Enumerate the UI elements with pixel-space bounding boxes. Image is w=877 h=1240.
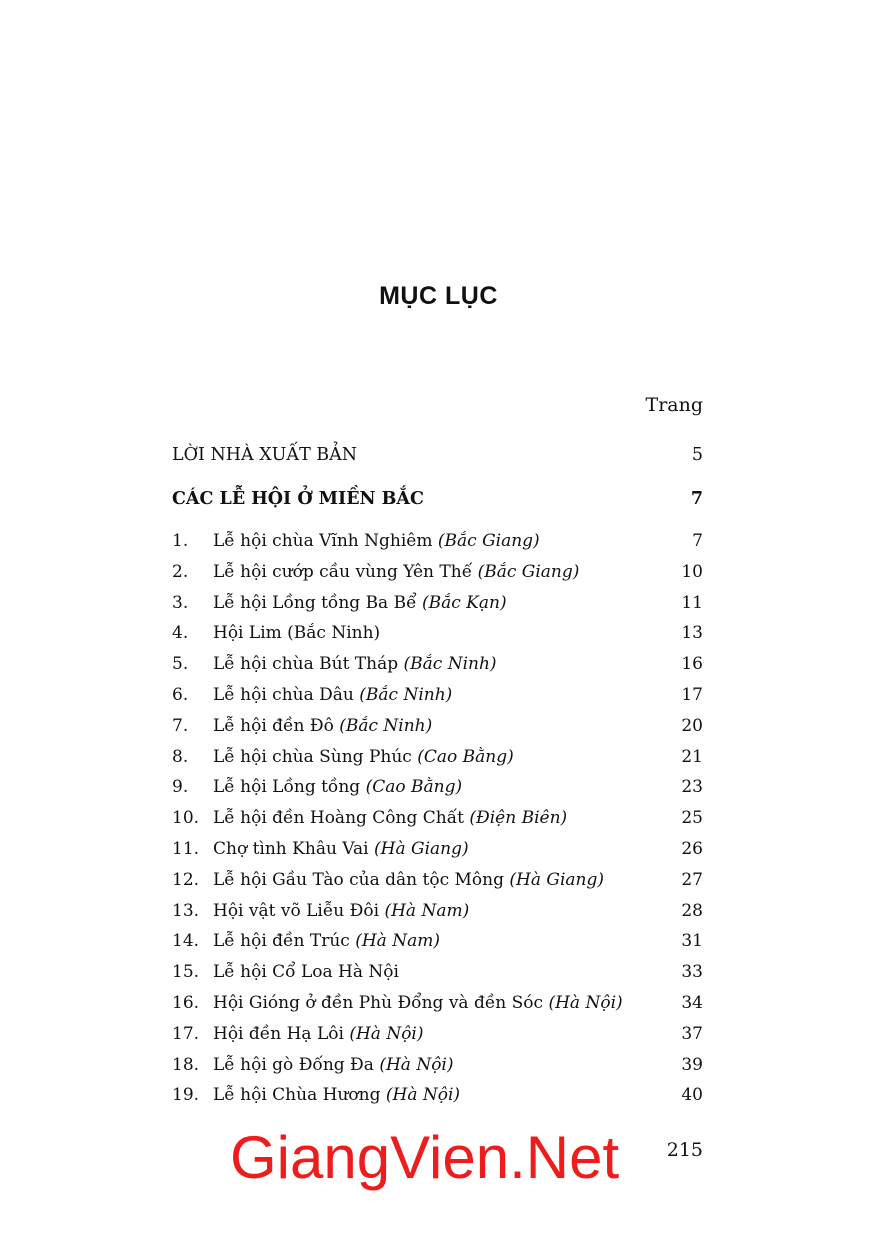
toc-entry-title: [213, 957, 399, 988]
toc-entry-name: Lễ hội Chùa Hương: [213, 1085, 386, 1106]
toc-entry[interactable]: [172, 803, 703, 834]
toc-entry-page: 40: [681, 1085, 703, 1106]
toc-entry-name: Hội Lim (Bắc Ninh): [213, 623, 381, 644]
toc-section-page: 7: [690, 489, 703, 509]
toc-entry-name: Chợ tình Khâu Vai: [213, 838, 374, 859]
toc-entry[interactable]: [172, 926, 703, 957]
toc-entry-title: [213, 896, 469, 927]
page-column-label: Trang: [645, 394, 703, 416]
toc-entry-title: [213, 526, 540, 557]
toc-entry-number: 14.: [172, 931, 200, 952]
toc-entry-number: 19.: [172, 1085, 200, 1106]
toc-entry-name: Hội đền Hạ Lôi: [213, 1023, 350, 1044]
toc-entry-place: (Bắc Giang): [437, 531, 540, 551]
toc-entry-number: 11.: [172, 838, 200, 859]
toc-entry-page: 20: [681, 715, 703, 736]
toc-entry-place: (Hà Nam): [384, 900, 470, 921]
toc-entry-list: [172, 526, 703, 1111]
toc-entry-page: 16: [681, 654, 703, 675]
toc-entry[interactable]: [172, 1080, 703, 1111]
toc-entry[interactable]: [172, 526, 703, 557]
toc-entry-name: Lễ hội Gầu Tào của dân tộc Mông: [213, 869, 510, 890]
toc-entry-name: Lễ hội chùa Sùng Phúc: [213, 746, 418, 767]
toc-entry-number: 7.: [172, 715, 189, 736]
toc-entry-title: [213, 865, 604, 896]
toc-entry-place: (Hà Nội): [385, 1085, 461, 1106]
toc-entry-number: 6.: [172, 684, 189, 705]
toc-entry-number: 16.: [172, 992, 200, 1013]
toc-entry-place: (Bắc Ninh): [359, 684, 453, 705]
toc-entry-page: 25: [681, 808, 703, 829]
toc-entry[interactable]: [172, 957, 703, 988]
toc-entry-name: Lễ hội Cổ Loa Hà Nội: [213, 962, 399, 983]
toc-entry-number: 9.: [172, 777, 189, 798]
toc-entry[interactable]: [172, 1050, 703, 1081]
toc-entry-page: 34: [681, 992, 703, 1013]
toc-entry-page: 39: [681, 1054, 703, 1075]
toc-entry-name: Lễ hội chùa Vĩnh Nghiêm: [213, 531, 438, 551]
toc-entry-place: (Cao Bằng): [417, 746, 514, 767]
toc-entry[interactable]: [172, 557, 703, 588]
toc-entry[interactable]: [172, 649, 703, 680]
toc-entry-place: (Hà Nội): [349, 1023, 424, 1044]
toc-entry-number: 1.: [172, 531, 189, 551]
toc-entry-title: [213, 926, 440, 957]
toc-section-title: CÁC LỄ HỘI Ở MIỀN BẮC: [172, 489, 424, 509]
toc-entry-number: 4.: [172, 623, 189, 644]
toc-entry-number: 13.: [172, 900, 200, 921]
toc-entry-title: [213, 834, 469, 865]
toc-entry[interactable]: [172, 772, 703, 803]
toc-entry-number: 5.: [172, 654, 189, 675]
toc-section-heading[interactable]: [172, 484, 703, 526]
toc-entry-page: 27: [681, 869, 703, 890]
watermark: GiangVien.Net: [230, 1124, 620, 1191]
toc-entry-page: 26: [681, 838, 703, 859]
toc-entry-number: 10.: [172, 808, 200, 829]
toc-entry-page: 28: [681, 900, 703, 921]
toc-entry[interactable]: [172, 588, 703, 619]
toc-entry-name: Lễ hội đền Đô: [213, 715, 340, 736]
toc-entry-number: 18.: [172, 1054, 200, 1075]
toc-entry-name: Lễ hội đền Hoàng Công Chất: [213, 808, 470, 829]
toc-entry-place: (Hà Nội): [379, 1054, 454, 1075]
toc-entry[interactable]: [172, 865, 703, 896]
page-title: MỤC LỤC: [379, 282, 498, 310]
toc-entry-place: (Hà Giang): [509, 869, 605, 890]
toc-entry-name: Lễ hội chùa Dâu: [213, 684, 360, 705]
toc-entry-place: (Điện Biên): [469, 808, 568, 829]
toc-entry-name: Lễ hội đền Trúc: [213, 931, 356, 952]
toc-entry-title: [213, 1019, 424, 1050]
toc-entry-number: 3.: [172, 592, 189, 613]
toc-entry[interactable]: [172, 618, 703, 649]
toc-entry-name: Lễ hội cướp cầu vùng Yên Thế: [213, 561, 478, 582]
toc-entry-title: LỜI NHÀ XUẤT BẢN: [172, 445, 358, 465]
toc-entry-place: (Bắc Kạn): [421, 592, 507, 613]
toc-entry-page: 31: [681, 931, 703, 952]
toc-entry-page: 33: [681, 962, 703, 983]
toc-entry-page: 21: [681, 746, 703, 767]
toc-entry-name: Lễ hội Lồng tồng: [213, 777, 366, 798]
toc-entry-page: 5: [691, 445, 703, 465]
toc-entry-place: (Cao Bằng): [365, 777, 463, 798]
toc-entry-page: 23: [681, 777, 703, 798]
toc-entry[interactable]: [172, 988, 703, 1019]
toc-entry-page: 11: [681, 592, 703, 613]
toc-entry-name: Lễ hội gò Đống Đa: [213, 1054, 380, 1075]
toc-entry-name: Lễ hội chùa Bút Tháp: [213, 654, 404, 675]
page-number: 215: [666, 1139, 703, 1161]
toc-entry-name: Hội Gióng ở đền Phù Đổng và đền Sóc: [213, 992, 549, 1013]
toc-entry-place: (Hà Nam): [355, 931, 440, 952]
toc-entry-title: [213, 618, 380, 649]
toc-entry-title: [213, 772, 462, 803]
toc-entry-place: (Bắc Ninh): [403, 654, 497, 675]
toc-entry-page: 10: [681, 561, 703, 582]
toc-entry-name: Lễ hội Lồng tồng Ba Bể: [213, 592, 422, 613]
toc-entry-page: 37: [681, 1023, 703, 1044]
toc-entry-place: (Bắc Ninh): [339, 715, 433, 736]
toc-entry-page: 17: [681, 684, 703, 705]
toc-entry-title: [213, 1080, 460, 1111]
table-of-contents: [172, 440, 703, 1111]
toc-entry-title: [213, 988, 623, 1019]
toc-entry[interactable]: [172, 711, 703, 742]
toc-entry-number: 15.: [172, 962, 200, 983]
toc-entry[interactable]: [172, 1019, 703, 1050]
toc-entry-title: [213, 711, 432, 742]
toc-entry-title: [213, 1050, 454, 1081]
toc-entry[interactable]: [172, 742, 703, 773]
toc-entry-title: [213, 742, 514, 773]
toc-entry-title: [213, 649, 497, 680]
toc-entry-number: 17.: [172, 1023, 200, 1044]
toc-entry-page: 7: [692, 531, 703, 551]
toc-front-matter[interactable]: [172, 440, 703, 484]
toc-entry-number: 12.: [172, 869, 200, 890]
toc-entry-number: 2.: [172, 561, 189, 582]
toc-entry[interactable]: [172, 680, 703, 711]
toc-entry-title: [213, 557, 579, 588]
toc-entry-title: [213, 588, 507, 619]
toc-entry[interactable]: [172, 896, 703, 927]
toc-entry-place: (Hà Nội): [548, 992, 623, 1013]
toc-entry-place: (Hà Giang): [374, 838, 469, 859]
toc-entry[interactable]: [172, 834, 703, 865]
toc-entry-number: 8.: [172, 746, 189, 767]
toc-entry-name: Hội vật võ Liễu Đôi: [213, 900, 385, 921]
toc-entry-title: [213, 680, 452, 711]
toc-entry-page: 13: [681, 623, 703, 644]
toc-entry-place: (Bắc Giang): [477, 561, 580, 582]
toc-entry-title: [213, 803, 567, 834]
